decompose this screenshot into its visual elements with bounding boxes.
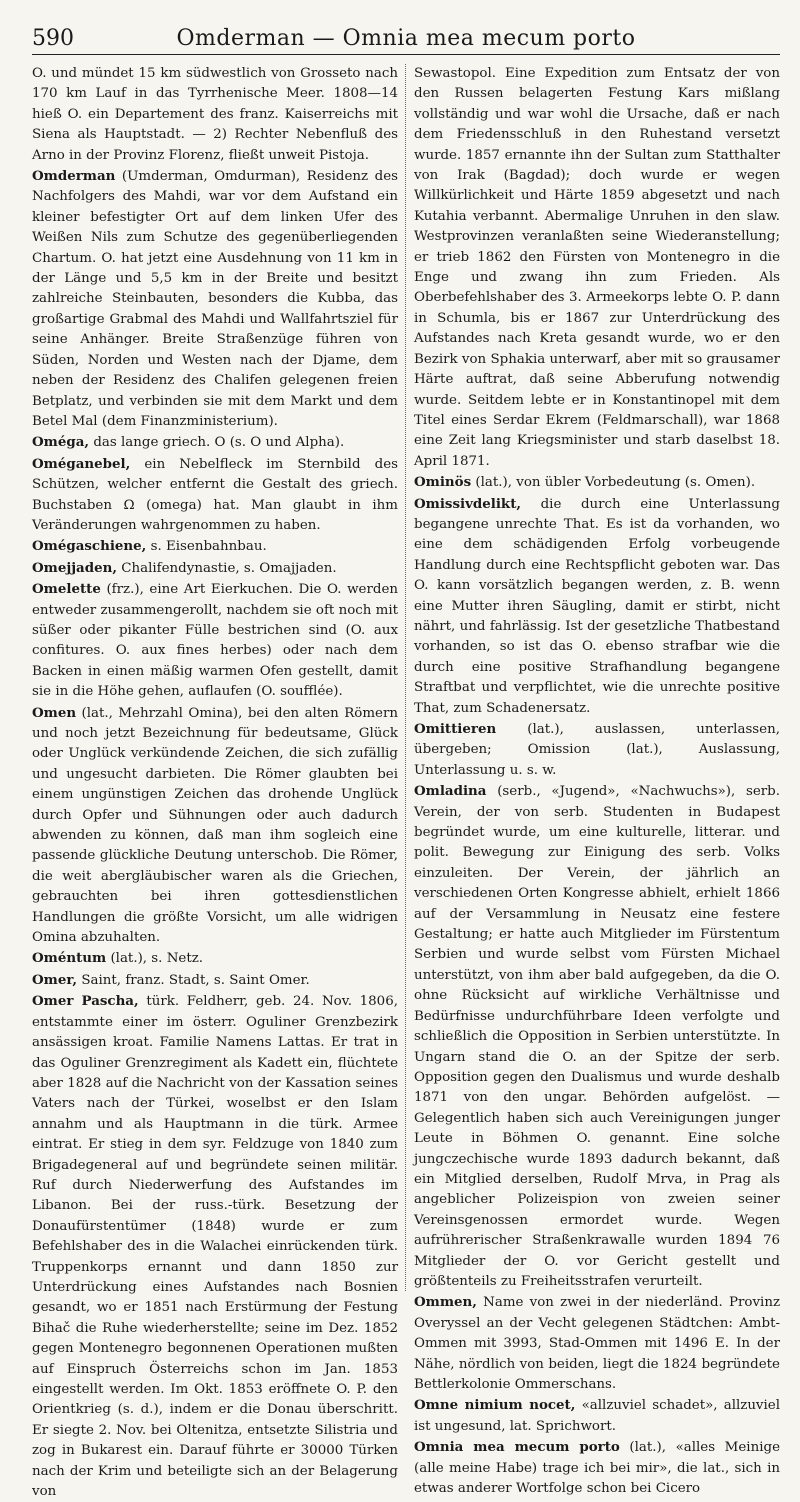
entry-headword: Omderman (32, 168, 116, 185)
dictionary-entry (32, 536, 398, 557)
entry-headword: Omejjaden, (32, 559, 117, 576)
dictionary-entry (32, 579, 398, 702)
entry-headword: Omnia mea mecum porto (414, 1439, 620, 1456)
right-column (414, 64, 780, 1497)
entry-text: (lat.), auslassen, unterlassen, übergeben; Omission (lat.), Auslassung, Unterlassung u. s. w. (414, 722, 780, 778)
page-number: 590 (32, 26, 74, 51)
entry-headword: Ommen, (414, 1294, 477, 1311)
entry-headword: Oméga, (32, 434, 90, 451)
entry-headword: Omen (32, 704, 77, 721)
entry-text: s. Eisenbahnbau. (146, 539, 267, 555)
dictionary-entry (414, 494, 780, 719)
entry-headword: Omer, (32, 971, 78, 988)
entry-headword: Omégaschiene, (32, 538, 147, 555)
entry-text: (lat.), von übler Vorbedeutung (s. Omen). (471, 475, 756, 491)
dictionary-entry (32, 948, 398, 969)
dictionary-entry (414, 1395, 780, 1437)
entry-text: (serb., «Jugend», «Nachwuchs»), serb. Verein, der von serb. Studenten in Budapest begründet wurde, um eine kulturelle, litterar. und polit. Bewegung zur Einigung des serb. Volks einzuleiten. Der Verein, der jährlich an verschiedenen Orten Kongresse abhielt, erhielt 1866 auf der Versammlung in Neusatz eine festere Gestaltung; er hatte auch Mitglieder im Fürstentum Serbien und wurde selbst vom Fürsten Michael unterstützt, von ihm aber bald aufgegeben, da die O. ohne Rücksicht auf wirkliche Verhältnisse und Bedürfnisse undurchführbare Ideen verfolgte und schließlich die Opposition in Serbien unterstützte. In Ungarn stand die O. an der Spitze der serb. Opposition gegen den Dualismus und wurde deshalb 1871 von den ungar. Behörden aufgelöst. — Gelegentlich haben sich auch Vereinigungen junger Leute in Böhmen O. genannt. Eine solche jungczechische wurde 1893 dadurch bekannt, daß ein Mitglied derselben, Rudolf Mrva, in Prag als angeblicher Polizeispion von zweien seiner Vereinsgenossen ermordet wurde. Wegen aufrührerischer Straßenkrawalle wurden 1894 76 Mitglieder der O. vor Gericht gestellt und größtenteils zu Freiheitsstrafen verurteilt. (414, 784, 780, 1289)
running-head: Omderman — Omnia mea mecum porto (176, 26, 636, 51)
entry-text: die durch eine Unterlassung begangene unrechte That. Es ist da vorhanden, wo eine dem schädigenden Erfolg vorbeugende Handlung durch eine Rechtspflicht geboten war. Das O. kann vorsätzlich begangen werden, z. B. wenn eine Mutter ihren Säugling, damit er stirbt, nicht nährt, und fahrlässig. Ist der gesetzliche Thatbestand vorhanden, so ist das O. ebenso strafbar wie die durch eine positive Strafhandlung begangene Straftbat und verpflichtet, wie die unrechte positive That, zum Schadenersatz. (414, 496, 780, 716)
entry-headword: Omladina (414, 783, 487, 800)
dictionary-entry (414, 1437, 780, 1499)
dictionary-entry (32, 703, 398, 949)
entry-text: Saint, franz. Stadt, s. Saint Omer. (77, 972, 310, 988)
entry-text: (lat., Mehrzahl Omina), bei den alten Römern und noch jetzt Bezeichnung für bedeutsame, Glück oder Unglück verkündende Zeichen, die sich zufällig und ungesucht darbieten. Die Römer glaubten bei einem ungünstigen Zeichen das drohende Unglück durch Opfer und Sühnungen oder auch dadurch abwenden zu können, daß man ihm sogleich eine passende glückliche Deutung unterschob. Die Römer, die weit abergläubischer waren als die Griechen, gebrauchten bei ihren gottesdienstlichen Handlungen die größte Vorsicht, um alle widrigen Omina abzuhalten. (32, 705, 398, 946)
dictionary-entry (32, 970, 398, 991)
entry-headword: Oméntum (32, 950, 107, 967)
dictionary-entry (414, 719, 780, 781)
page-header (32, 26, 780, 55)
dictionary-entry (32, 558, 398, 579)
entry-text: «allzuviel schadet», allzuviel ist ungesund, lat. Sprichwort. (414, 1398, 780, 1434)
entry-text: Sewastopol. Eine Expedition zum Entsatz der von den Russen belagerten Festung Kars mißlang vollständig und war wohl die Ursache, daß er nach dem Friedensschluß in den Ruhestand versetzt wurde. 1857 ernannte ihn der Sultan zum Statthalter von Irak (Bagdad); doch wurde er wegen Willkürlichkeit und Härte 1859 abgesetzt und nach Kutahia verbannt. Abermalige Unruhen in den slaw. Westprovinzen veranlaßten seine Wiederanstellung; er trieb 1862 den Fürsten von Montenegro in die Enge und zwang ihn zum Frieden. Als Oberbefehlshaber des 3. Armeekorps lebte O. P. dann in Schumla, bis er 1867 zur Unterdrückung des Aufstandes nach Kreta gesandt wurde, wo er den Bezirk von Sphakia unterwarf, aber mit so grausamer Härte auftrat, daß seine Abberufung notwendig wurde. Seitdem lebte er in Konstantinopel mit dem Titel eines Serdar Ekrem (Feldmarschall), war 1868 eine Zeit lang Kriegsminister und starb daselbst 18. April 1871. (414, 66, 780, 469)
entry-text: das lange griech. O (s. O und Alpha). (89, 435, 345, 451)
entry-headword: Oméganebel, (32, 455, 131, 472)
text-columns (32, 64, 780, 1500)
entry-text: (lat.), «alles Meinige (alle meine Habe) trage ich bei mir», die lat., sich in etwas anderer Wortfolge schon bei Cicero (414, 1440, 780, 1497)
dictionary-entry (414, 472, 780, 493)
entry-headword: Omelette (32, 581, 101, 598)
entry-text: türk. Feldherr, geb. 24. Nov. 1806, entstammte einer im österr. Oguliner Grenzbezirk ansässigen kroat. Familie Namens Lattas. Er trat in das Oguliner Grenzregiment als Kadett ein, flüchtete aber 1828 auf die Nachricht von der Kassation seines Vaters nach der Türkei, woselbst er den Islam annahm und als Hauptmann in die türk. Armee eintrat. Er stieg in dem syr. Feldzuge von 1840 zum Brigadegeneral auf und begründete seinen militär. Ruf durch Niederwerfung des Aufstandes im Libanon. Bei der russ.-türk. Besetzung der Donaufürstentümer (1848) wurde er zum Befehlshaber des in die Walachei einrückenden türk. Truppenkorps ernannt und dann 1850 zur Unterdrückung eines Aufstandes nach Bosnien gesandt, wo er 1851 nach Erstürmung der Festung Bihač die Ruhe wiederherstellte; seine im Dez. 1852 gegen Montenegro begonnenen Operationen mußten auf Einspruch Österreichs schon im Jan. 1853 eingestellt werden. Im Okt. 1853 eröffnete O. P. den Orientkrieg (s. d.), indem er die Donau überschritt. Er siegte 2. Nov. bei Oltenitza, entsetzte Silistria und zog in Bukarest ein. Darauf führte er 30000 Türken nach der Krim und beteiligte sich an der Belagerung von (32, 994, 398, 1500)
dictionary-entry (32, 991, 398, 1502)
dictionary-entry (414, 1292, 780, 1395)
dictionary-entry (414, 781, 780, 1292)
entry-headword: Omne nimium nocet, (414, 1397, 576, 1414)
entry-text: O. und mündet 15 km südwestlich von Grosseto nach 170 km Lauf in das Tyrrhenische Meer. 1808—14 hieß O. ein Departement des franz. Kaiserreichs mit Siena als Hauptstadt. — 2) Rechter Nebenfluß des Arno in der Provinz Florenz, fließt unweit Pistoja. (32, 66, 398, 163)
left-column (32, 64, 398, 1500)
entry-continuation (32, 64, 398, 166)
entry-headword: Omittieren (414, 721, 497, 737)
entry-text: (Umderman, Omdurman), Residenz des Nachfolgers des Mahdi, war vor dem Aufstand ein kleiner befestigter Ort auf dem linken Ufer des Weißen Nils zum Schutze des gegenüberliegenden Chartum. O. hat jetzt eine Ausdehnung von 11 km in der Länge und 5,5 km in der Breite und besitzt zahlreiche Steinbauten, besonders die Kubba, das großartige Grabmal des Mahdi und Wallfahrtsziel für seine Anhänger. Breite Straßenzüge führen von Süden, Norden und Westen nach der Djame, dem neben der Residenz des Chalifen gelegenen freien Betplatz, und verbinden sie mit dem Markt und dem Betel Mal (dem Finanzministerium). (32, 169, 398, 429)
entry-text: Name von zwei in der niederländ. Provinz Overyssel an der Vecht gelegenen Städtchen: Ambt-Ommen mit 3993, Stad-Ommen mit 1496 E. In der Nähe, nördlich von beiden, liegt die 1824 begründete Bettlerkolonie Ommerschans. (414, 1295, 780, 1392)
entry-text: (lat.), s. Netz. (106, 951, 204, 967)
entry-text: Chalifendynastie, s. Omajjaden. (117, 560, 337, 576)
entry-headword: Omissivdelikt, (414, 495, 522, 512)
entry-continuation (414, 64, 780, 472)
dictionary-entry (32, 432, 398, 453)
entry-text: (frz.), eine Art Eierkuchen. Die O. werden entweder zusammengerollt, nachdem sie oft noch mit süßer oder pikanter Fülle bestrichen sind (O. aux confitures. O. aux fines herbes) oder nach dem Backen in einen mäßig warmen Ofen gestellt, damit sie in die Höhe gehen, auflaufen (O. soufflée). (32, 582, 398, 700)
entry-headword: Omer Pascha, (32, 993, 139, 1010)
dictionary-entry (32, 166, 398, 432)
entry-text: ein Nebelfleck im Sternbild des Schützen, welcher entfernt die Gestalt des griech. Buchstaben Ω (omega) hat. Man glaubt in ihm Veränderungen wahrgenommen zu haben. (32, 456, 398, 533)
entry-headword: Ominös (414, 474, 472, 491)
dictionary-entry (32, 454, 398, 537)
